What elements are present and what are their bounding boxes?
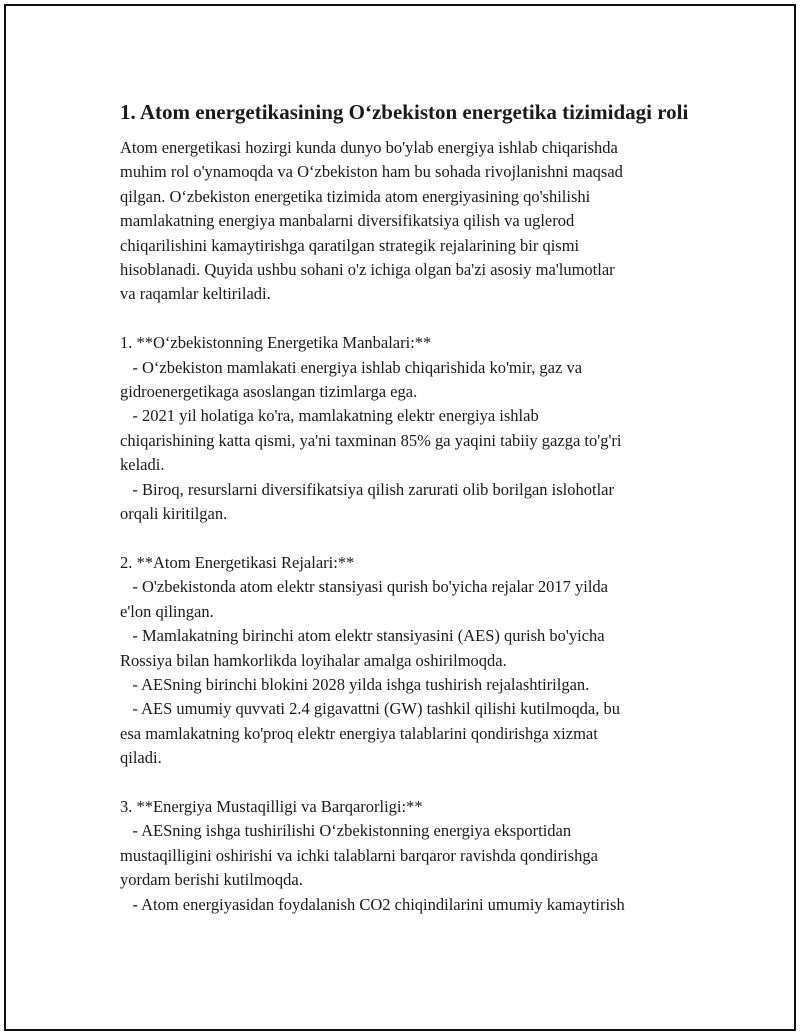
intro-line: Atom energetikasi hozirgi kunda dunyo bo'ylab energiya ishlab chiqarishda (120, 138, 618, 157)
section-title: 2. **Atom Energetikasi Rejalari:** (120, 552, 355, 572)
section-line: qiladi. (120, 748, 162, 768)
paragraph-gap (120, 771, 690, 795)
section-line: - O‘zbekiston mamlakati energiya ishlab chiqarishida ko'mir, gaz va (120, 357, 583, 377)
paragraph-gap (120, 526, 690, 550)
section-line: mustaqilligini oshirishi va ichki talablarni barqaror ravishda qondirishga (120, 845, 598, 865)
section-line: gidroenergetikaga asoslangan tizimlarga ega. (120, 382, 418, 402)
section-line: - Atom energiyasidan foydalanish CO2 chiqindilarini umumiy kamaytirish (120, 894, 625, 914)
section-energy-independence (120, 795, 690, 917)
intro-line: hisoblanadi. Quyida ushbu sohani o'z ichiga olgan ba'zi asosiy ma'lumotlar (120, 260, 615, 280)
section-line: e'lon qilingan. (120, 601, 214, 621)
section-nuclear-plans (120, 551, 690, 771)
section-line: - Mamlakatning birinchi atom elektr stansiyasini (AES) qurish bo'yicha (120, 626, 605, 646)
intro-line: chiqarilishini kamaytirishga qaratilgan strategik rejalarining bir qismi (120, 235, 580, 255)
document-heading: 1. Atom energetikasining O‘zbekiston energetika tizimidagi roli (120, 100, 689, 124)
section-line: - AESning ishga tushirilishi O‘zbekistonning energiya eksportidan (120, 821, 572, 841)
intro-paragraph (120, 136, 690, 307)
section-title: 3. **Energiya Mustaqilligi va Barqarorligi:** (120, 796, 423, 816)
section-energy-sources (120, 331, 690, 526)
section-line: - O'zbekistonda atom elektr stansiyasi qurish bo'yicha rejalar 2017 yilda (120, 577, 608, 597)
paragraph-gap (120, 307, 690, 331)
section-line: - Biroq, resurslarni diversifikatsiya qilish zarurati olib borilgan islohotlar (120, 479, 614, 499)
section-title: 1. **O‘zbekistonning Energetika Manbalari:** (120, 333, 432, 353)
intro-line: qilgan. O‘zbekiston energetika tizimida atom energiyasining qo'shilishi (120, 186, 591, 206)
section-line: - 2021 yil holatiga ko'ra, mamlakatning elektr energiya ishlab (120, 406, 539, 426)
section-line: - AESning birinchi blokini 2028 yilda ishga tushirish rejalashtirilgan. (120, 674, 590, 694)
page-frame (4, 4, 796, 1031)
section-line: - AES umumiy quvvati 2.4 gigavattni (GW) tashkil qilishi kutilmoqda, bu (120, 699, 621, 719)
section-line: orqali kiritilgan. (120, 504, 228, 524)
section-line: esa mamlakatning ko'proq elektr energiya talablarini qondirishga xizmat (120, 723, 598, 743)
section-line: Rossiya bilan hamkorlikda loyihalar amalga oshirilmoqda. (120, 650, 507, 670)
section-line: chiqarishining katta qismi, ya'ni taxminan 85% ga yaqini tabiiy gazga to'g'ri (120, 430, 622, 450)
intro-line: va raqamlar keltiriladi. (120, 284, 271, 304)
section-line: keladi. (120, 455, 165, 475)
intro-line: mamlakatning energiya manbalarni diversifikatsiya qilish va uglerod (120, 211, 575, 231)
section-line: yordam berishi kutilmoqda. (120, 870, 303, 890)
intro-line: muhim rol o'ynamoqda va O‘zbekiston ham bu sohada rivojlanishni maqsad (120, 162, 623, 182)
document-content (120, 98, 690, 917)
